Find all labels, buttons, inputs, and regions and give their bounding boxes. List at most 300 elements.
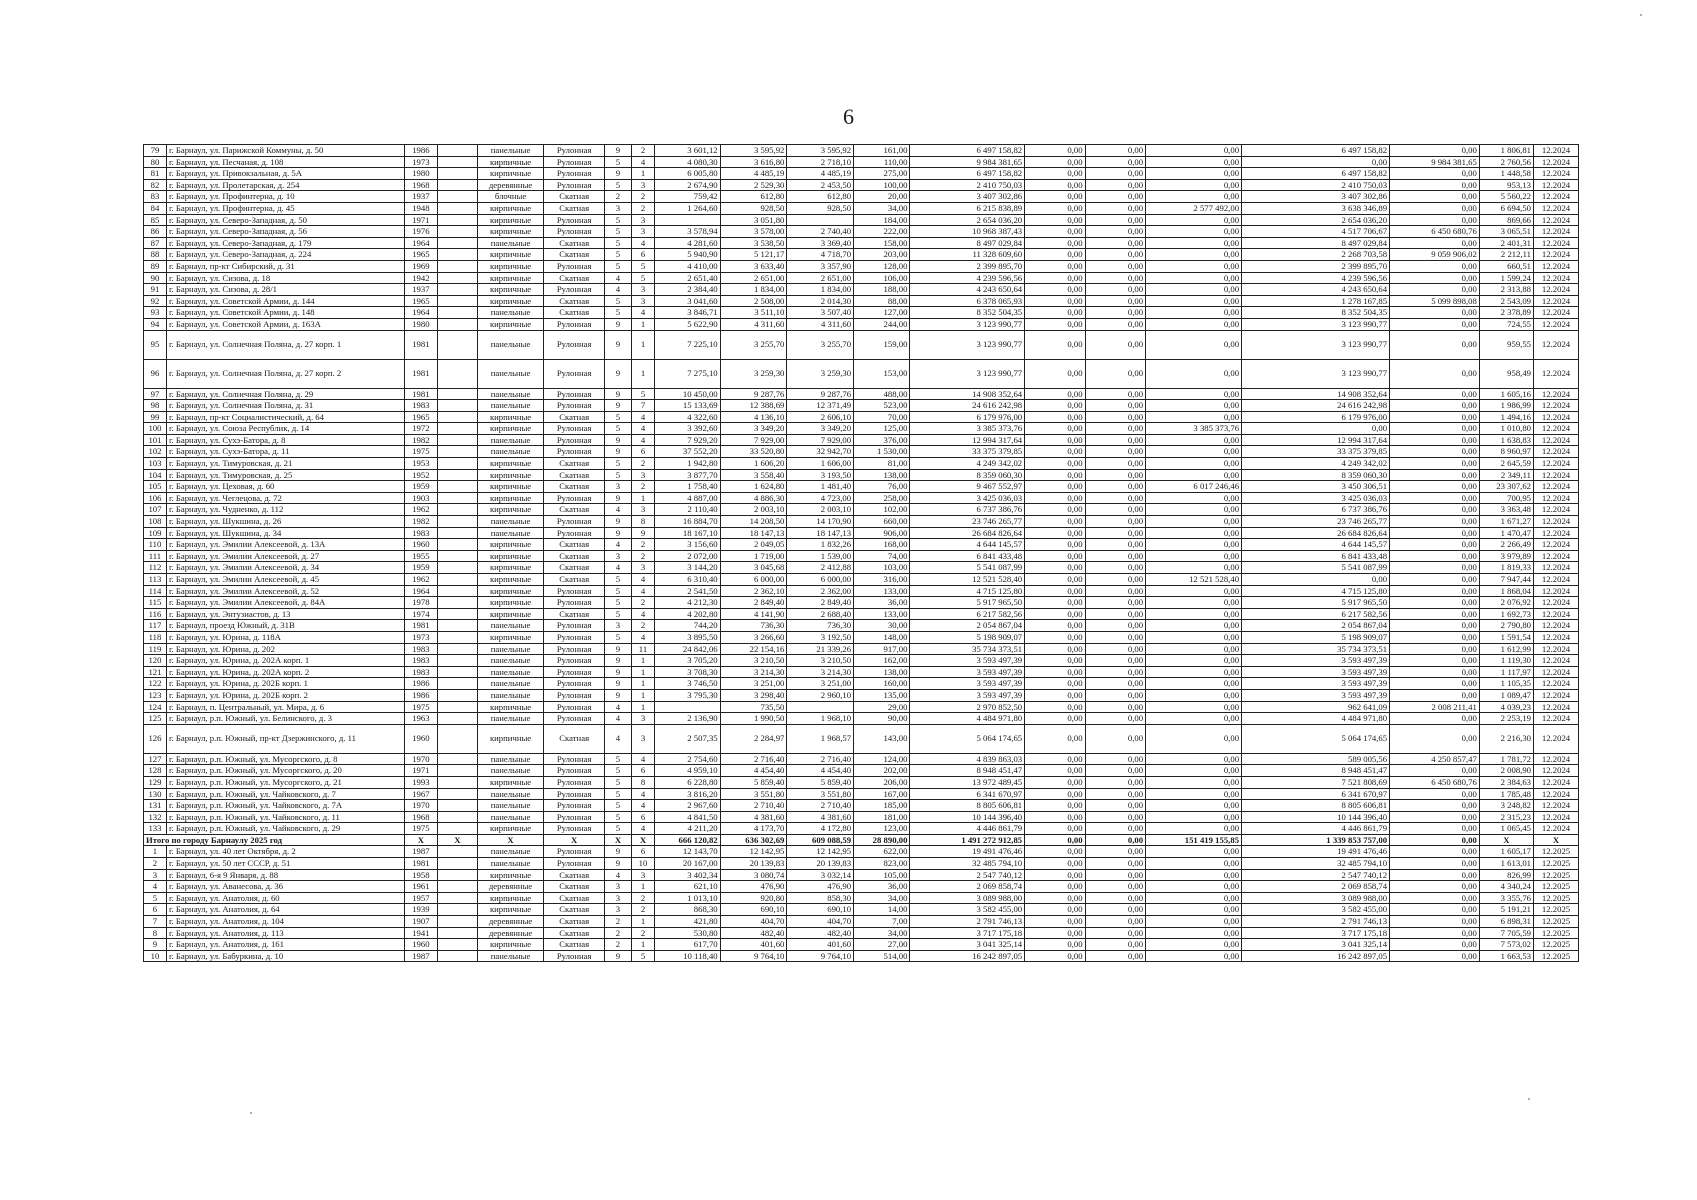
cost-local-cell: 0,00 [1146,800,1242,812]
residential-area-cell: 1 832,26 [787,539,854,551]
roof-type-cell: Скатная [544,307,604,319]
wall-material-cell: панельные [477,359,544,388]
floors-cell: 9 [604,643,631,655]
cost-fund-cell: 0,00 [1025,237,1085,249]
residential-area-cell [787,214,854,226]
floors-cell: 5 [604,226,631,238]
row-number-cell: 92 [144,295,167,307]
year-overhaul-cell [438,272,478,284]
cost-local-cell: 0,00 [1146,620,1242,632]
cost-per-sqm-cell: 1 613,01 [1479,858,1533,870]
living-area-cell: 482,40 [720,927,787,939]
living-area-cell: 401,60 [720,939,787,951]
cost-regional-cell: 0,00 [1085,620,1145,632]
cost-fund-cell: 0,00 [1025,939,1085,951]
floors-cell: 3 [604,881,631,893]
deadline-cell: 12.2024 [1534,272,1579,284]
address-cell: г. Барнаул, ул. Сухэ-Батора, д. 8 [166,434,404,446]
year-overhaul-cell [438,701,478,713]
floors-cell: 5 [604,597,631,609]
cost-fund-cell: 0,00 [1025,458,1085,470]
roof-type-cell: Скатная [544,608,604,620]
residential-area-cell: 3 210,50 [787,655,854,667]
entrances-cell: 2 [632,539,655,551]
floors-cell: 9 [604,388,631,400]
residents-cell: 125,00 [854,423,910,435]
year-built-cell: 1976 [404,226,437,238]
cost-owners-cell: 3 041 325,14 [1242,939,1390,951]
residents-cell: 202,00 [854,765,910,777]
row-number-cell: 86 [144,226,167,238]
deadline-cell: 12.2025 [1534,950,1579,962]
cost-owners-cell: 23 746 265,77 [1242,516,1390,528]
year-overhaul-cell [438,249,478,261]
cost-other-cell: 0,00 [1390,562,1480,574]
year-overhaul-cell [438,939,478,951]
year-built-cell: 1965 [404,249,437,261]
floors-cell: 5 [604,823,631,835]
table-row [144,858,1579,870]
living-area-cell: 3 210,50 [720,655,787,667]
wall-material-cell: блочные [477,191,544,203]
year-built-cell: 1981 [404,359,437,388]
residential-area-cell: 4 381,60 [787,811,854,823]
year-built-cell: 1962 [404,504,437,516]
row-number-cell: 109 [144,527,167,539]
cost-other-cell: 0,00 [1390,846,1480,858]
total-cost-cell: 8 805 606,81 [910,800,1025,812]
roof-type-cell: Скатная [544,202,604,214]
cost-other-cell: 0,00 [1390,469,1480,481]
address-cell: г. Барнаул, ул. Пролетарская, д. 254 [166,179,404,191]
cost-local-cell: 0,00 [1146,916,1242,928]
cost-regional-cell: 0,00 [1085,168,1145,180]
residential-area-cell: 1 968,10 [787,713,854,725]
year-overhaul-cell [438,858,478,870]
floors-cell: 4 [604,713,631,725]
wall-material-cell: панельные [477,527,544,539]
row-number-cell: 9 [144,939,167,951]
year-overhaul-cell [438,179,478,191]
roof-type-cell: Скатная [544,191,604,203]
deadline-cell: 12.2024 [1534,226,1579,238]
residents-cell: 20,00 [854,191,910,203]
cost-other-cell: 0,00 [1390,434,1480,446]
entrances-cell: 3 [632,295,655,307]
total-cost-cell: 23 746 265,77 [910,516,1025,528]
living-area-cell: 2 651,00 [720,272,787,284]
year-built-cell: 1975 [404,446,437,458]
year-built-cell: 1948 [404,202,437,214]
residents-cell: 1 530,00 [854,446,910,458]
deadline-cell: 12.2024 [1534,423,1579,435]
cost-local-cell: 0,00 [1146,260,1242,272]
total-cost-cell: 12 994 317,64 [910,434,1025,446]
floors-cell: 5 [604,765,631,777]
row-number-cell: 90 [144,272,167,284]
table-row [144,307,1579,319]
roof-type-cell: Рулонная [544,858,604,870]
total-cost-cell: 4 715 125,80 [910,585,1025,597]
total-cost-cell: 6 497 158,82 [910,145,1025,157]
row-number-cell: 106 [144,492,167,504]
row-number-cell: 6 [144,904,167,916]
cost-per-sqm-cell: 1 599,24 [1479,272,1533,284]
cost-owners-cell: 2 791 746,13 [1242,916,1390,928]
entrances-cell: 1 [632,330,655,359]
cost-fund-cell: 0,00 [1025,950,1085,962]
deadline-cell: 12.2024 [1534,788,1579,800]
cost-other-cell: 0,00 [1390,666,1480,678]
roof-type-cell: Рулонная [544,620,604,632]
living-area-cell: 3 551,80 [720,788,787,800]
floors-cell: 9 [604,655,631,667]
wall-material-cell: панельные [477,811,544,823]
year-overhaul-cell [438,916,478,928]
cost-other-cell: 0,00 [1390,539,1480,551]
cost-owners-cell: 8 805 606,81 [1242,800,1390,812]
address-cell: г. Барнаул, ул. Северо-Западная, д. 50 [166,214,404,226]
total-cost-cell: 3 123 990,77 [910,330,1025,359]
cost-fund-cell: 0,00 [1025,179,1085,191]
wall-material-cell: панельные [477,516,544,528]
cost-per-sqm-cell: 1 612,99 [1479,643,1533,655]
residential-area-cell: 3 259,30 [787,359,854,388]
total-area-cell: 3 708,30 [654,666,720,678]
row-number-cell: 100 [144,423,167,435]
residential-area-cell: 3 032,14 [787,869,854,881]
cost-local-cell: 0,00 [1146,631,1242,643]
cost-regional-cell: 0,00 [1085,516,1145,528]
total-cost-cell: 3 123 990,77 [910,359,1025,388]
residential-area-cell: 2 960,10 [787,689,854,701]
year-built-cell: 1955 [404,550,437,562]
cost-owners-cell: 3 717 175,18 [1242,927,1390,939]
cost-owners-cell: 6 179 976,00 [1242,411,1390,423]
row-number-cell: 81 [144,168,167,180]
deadline-cell: 12.2024 [1534,823,1579,835]
floors-cell: 5 [604,585,631,597]
cost-owners-cell: 5 917 965,50 [1242,597,1390,609]
cost-owners-cell: 2 069 858,74 [1242,881,1390,893]
wall-material-cell: панельные [477,446,544,458]
total-value-cell: X [1479,834,1533,846]
cost-regional-cell: 0,00 [1085,249,1145,261]
total-area-cell: 4 211,20 [654,823,720,835]
floors-cell: 9 [604,446,631,458]
cost-fund-cell: 0,00 [1025,701,1085,713]
total-cost-cell: 2 791 746,13 [910,916,1025,928]
deadline-cell: 12.2025 [1534,846,1579,858]
cost-local-cell: 0,00 [1146,724,1242,753]
cost-regional-cell: 0,00 [1085,388,1145,400]
year-built-cell: 1907 [404,916,437,928]
total-value-cell: 666 120,82 [654,834,720,846]
floors-cell: 5 [604,574,631,586]
year-built-cell: 1983 [404,666,437,678]
total-value-cell: X [544,834,604,846]
total-cost-cell: 6 737 386,76 [910,504,1025,516]
cost-owners-cell: 19 491 476,46 [1242,846,1390,858]
cost-owners-cell: 7 521 808,69 [1242,776,1390,788]
year-overhaul-cell [438,927,478,939]
total-area-cell: 3 877,70 [654,469,720,481]
roof-type-cell: Скатная [544,939,604,951]
total-value-cell: 0,00 [1025,834,1085,846]
cost-per-sqm-cell: 1 671,27 [1479,516,1533,528]
deadline-cell: 12.2024 [1534,469,1579,481]
floors-cell: 5 [604,811,631,823]
cost-regional-cell: 0,00 [1085,260,1145,272]
residential-area-cell: 3 551,80 [787,788,854,800]
roof-type-cell: Скатная [544,249,604,261]
deadline-cell: 12.2024 [1534,260,1579,272]
wall-material-cell: кирпичные [477,608,544,620]
row-number-cell: 3 [144,869,167,881]
table-row [144,330,1579,359]
wall-material-cell: кирпичные [477,226,544,238]
residents-cell: 29,00 [854,701,910,713]
year-overhaul-cell [438,550,478,562]
year-overhaul-cell [438,666,478,678]
cost-regional-cell: 0,00 [1085,318,1145,330]
cost-local-cell: 0,00 [1146,469,1242,481]
entrances-cell: 4 [632,423,655,435]
row-number-cell: 8 [144,927,167,939]
wall-material-cell: панельные [477,858,544,870]
floors-cell: 9 [604,858,631,870]
deadline-cell: 12.2024 [1534,678,1579,690]
total-area-cell: 3 705,20 [654,655,720,667]
cost-local-cell: 0,00 [1146,446,1242,458]
living-area-cell: 3 558,40 [720,469,787,481]
table-row [144,504,1579,516]
cost-local-cell: 0,00 [1146,359,1242,388]
cost-other-cell: 0,00 [1390,458,1480,470]
cost-regional-cell: 0,00 [1085,179,1145,191]
total-cost-cell: 6 341 670,97 [910,788,1025,800]
table-row [144,469,1579,481]
total-cost-cell: 35 734 373,51 [910,643,1025,655]
address-cell: г. Барнаул, ул. Бабуркина, д. 10 [166,950,404,962]
total-area-cell: 6 228,80 [654,776,720,788]
address-cell: г. Барнаул, ул. Анатолия, д. 60 [166,892,404,904]
residential-area-cell: 18 147,13 [787,527,854,539]
roof-type-cell: Рулонная [544,318,604,330]
living-area-cell: 4 173,70 [720,823,787,835]
floors-cell: 4 [604,272,631,284]
residents-cell: 167,00 [854,788,910,800]
entrances-cell: 2 [632,927,655,939]
total-area-cell: 2 541,50 [654,585,720,597]
year-overhaul-cell [438,156,478,168]
entrances-cell: 8 [632,776,655,788]
entrances-cell: 5 [632,388,655,400]
living-area-cell: 4 381,60 [720,811,787,823]
residents-cell: 143,00 [854,724,910,753]
entrances-cell: 7 [632,400,655,412]
cost-owners-cell: 3 582 455,00 [1242,904,1390,916]
cost-regional-cell: 0,00 [1085,492,1145,504]
cost-fund-cell: 0,00 [1025,284,1085,296]
table-row [144,237,1579,249]
living-area-cell: 3 538,50 [720,237,787,249]
year-built-cell: 1961 [404,881,437,893]
residential-area-cell: 2 412,88 [787,562,854,574]
roof-type-cell: Рулонная [544,631,604,643]
entrances-cell: 2 [632,892,655,904]
floors-cell: 9 [604,516,631,528]
floors-cell: 9 [604,400,631,412]
residents-cell: 148,00 [854,631,910,643]
year-built-cell: 1983 [404,400,437,412]
cost-other-cell: 0,00 [1390,481,1480,493]
entrances-cell: 1 [632,689,655,701]
roof-type-cell: Рулонная [544,689,604,701]
row-number-cell: 120 [144,655,167,667]
year-built-cell: 1937 [404,284,437,296]
total-area-cell: 621,10 [654,881,720,893]
cost-other-cell: 0,00 [1390,550,1480,562]
entrances-cell: 1 [632,666,655,678]
cost-regional-cell: 0,00 [1085,237,1145,249]
cost-fund-cell: 0,00 [1025,678,1085,690]
address-cell: г. Барнаул, ул. Эмилии Алексеевой, д. 84А [166,597,404,609]
cost-fund-cell: 0,00 [1025,620,1085,632]
living-area-cell: 9 764,10 [720,950,787,962]
total-area-cell: 3 816,20 [654,788,720,800]
wall-material-cell: кирпичные [477,492,544,504]
row-number-cell: 5 [144,892,167,904]
row-number-cell: 122 [144,678,167,690]
year-built-cell: 1973 [404,156,437,168]
cost-owners-cell: 4 484 971,80 [1242,713,1390,725]
total-area-cell: 3 578,94 [654,226,720,238]
year-built-cell: 1973 [404,631,437,643]
cost-per-sqm-cell: 3 065,51 [1479,226,1533,238]
cost-per-sqm-cell: 23 307,62 [1479,481,1533,493]
cost-per-sqm-cell: 6 694,50 [1479,202,1533,214]
total-cost-cell: 3 593 497,39 [910,655,1025,667]
residential-area-cell: 2 606,10 [787,411,854,423]
residents-cell: 27,00 [854,939,910,951]
address-cell: г. Барнаул, р.п. Южный, ул. Мусоргского, д. 20 [166,765,404,777]
year-overhaul-cell [438,800,478,812]
row-number-cell: 128 [144,765,167,777]
cost-other-cell: 0,00 [1390,359,1480,388]
entrances-cell: 2 [632,550,655,562]
living-area-cell: 12 388,69 [720,400,787,412]
cost-owners-cell: 3 593 497,39 [1242,689,1390,701]
residential-area-cell: 14 170,90 [787,516,854,528]
residential-area-cell: 21 339,26 [787,643,854,655]
total-area-cell: 4 281,60 [654,237,720,249]
entrances-cell: 6 [632,811,655,823]
cost-fund-cell: 0,00 [1025,631,1085,643]
row-number-cell: 111 [144,550,167,562]
total-area-cell: 4 322,60 [654,411,720,423]
residential-area-cell: 928,50 [787,202,854,214]
cost-per-sqm-cell: 2 076,92 [1479,597,1533,609]
cost-per-sqm-cell: 1 117,97 [1479,666,1533,678]
cost-other-cell: 0,00 [1390,237,1480,249]
cost-other-cell: 0,00 [1390,423,1480,435]
wall-material-cell: деревянные [477,927,544,939]
cost-other-cell: 0,00 [1390,516,1480,528]
cost-per-sqm-cell: 3 363,48 [1479,504,1533,516]
address-cell: г. Барнаул, ул. Анатолия, д. 104 [166,916,404,928]
roof-type-cell: Рулонная [544,400,604,412]
cost-per-sqm-cell: 1 448,58 [1479,168,1533,180]
address-cell: г. Барнаул, ул. Профинтерна, д. 45 [166,202,404,214]
year-overhaul-cell [438,631,478,643]
total-area-cell: 2 754,60 [654,753,720,765]
roof-type-cell: Скатная [544,550,604,562]
living-area-cell: 3 578,00 [720,226,787,238]
cost-other-cell: 9 984 381,65 [1390,156,1480,168]
floors-cell: 5 [604,458,631,470]
living-area-cell: 3 633,40 [720,260,787,272]
cost-local-cell: 0,00 [1146,272,1242,284]
cost-other-cell: 0,00 [1390,643,1480,655]
table-row [144,458,1579,470]
cost-other-cell: 0,00 [1390,823,1480,835]
cost-regional-cell: 0,00 [1085,788,1145,800]
cost-owners-cell: 0,00 [1242,423,1390,435]
year-overhaul-cell [438,214,478,226]
total-area-cell: 3 895,50 [654,631,720,643]
residential-area-cell: 4 718,70 [787,249,854,261]
year-overhaul-cell [438,388,478,400]
living-area-cell: 3 259,30 [720,359,787,388]
residents-cell: 105,00 [854,869,910,881]
row-number-cell: 118 [144,631,167,643]
roof-type-cell: Рулонная [544,585,604,597]
table-row [144,156,1579,168]
address-cell: г. Барнаул, ул. Энтузиастов, д. 13 [166,608,404,620]
row-number-cell: 126 [144,724,167,753]
residents-cell: 124,00 [854,753,910,765]
row-number-cell: 97 [144,388,167,400]
cost-fund-cell: 0,00 [1025,330,1085,359]
row-number-cell: 101 [144,434,167,446]
wall-material-cell: деревянные [477,881,544,893]
table-row [144,753,1579,765]
total-area-cell: 2 384,40 [654,284,720,296]
address-cell: г. Барнаул, ул. Профинтерна, д. 10 [166,191,404,203]
cost-regional-cell: 0,00 [1085,400,1145,412]
wall-material-cell: панельные [477,950,544,962]
cost-regional-cell: 0,00 [1085,539,1145,551]
deadline-cell: 12.2024 [1534,597,1579,609]
wall-material-cell: кирпичные [477,724,544,753]
cost-local-cell: 0,00 [1146,643,1242,655]
address-cell: г. Барнаул, ул. Цеховая, д. 60 [166,481,404,493]
roof-type-cell: Рулонная [544,260,604,272]
roof-type-cell: Скатная [544,469,604,481]
cost-fund-cell: 0,00 [1025,359,1085,388]
cost-owners-cell: 6 341 670,97 [1242,788,1390,800]
cost-owners-cell: 3 450 306,51 [1242,481,1390,493]
wall-material-cell: панельные [477,388,544,400]
deadline-cell: 12.2024 [1534,214,1579,226]
residents-cell: 36,00 [854,881,910,893]
floors-cell: 9 [604,330,631,359]
cost-other-cell: 0,00 [1390,892,1480,904]
row-number-cell: 87 [144,237,167,249]
floors-cell: 3 [604,892,631,904]
entrances-cell: 1 [632,318,655,330]
